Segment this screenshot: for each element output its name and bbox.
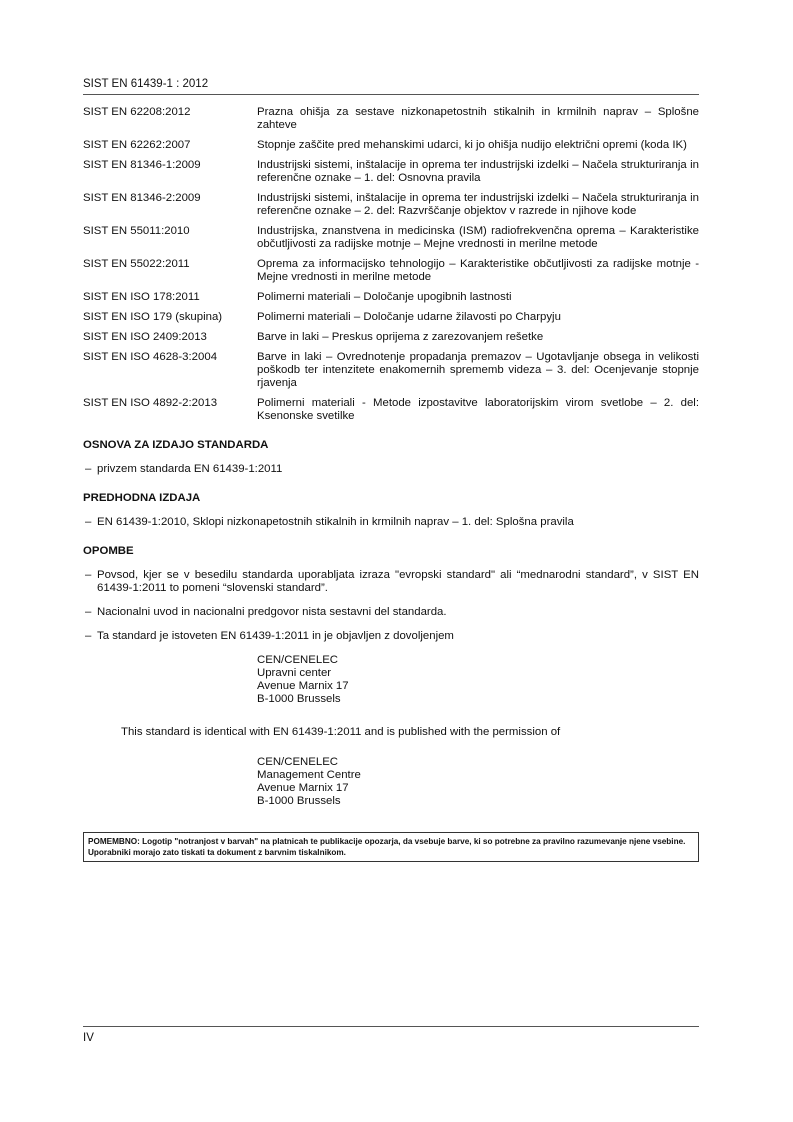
- address-line: B-1000 Brussels: [257, 693, 341, 705]
- reference-title: Prazna ohišja za sestave nizkonapetostnih stikalnih in krmilnih naprav – Splošne zahteve: [257, 106, 699, 131]
- reference-row: [83, 311, 699, 324]
- reference-code: SIST EN ISO 2409:2013: [83, 331, 207, 343]
- note-item: [83, 630, 699, 643]
- reference-title: Barve in laki – Preskus oprijema z zarezovanjem rešetke: [257, 331, 544, 343]
- reference-title: Industrijski sistemi, inštalacije in oprema ter industrijski izdelki – Načela strukturiranja in referenčne oznake – 2. del: Razvrščanje objektov v razrede in njihove kode: [257, 192, 699, 217]
- reference-code: SIST EN 62208:2012: [83, 106, 191, 118]
- reference-row: [83, 258, 699, 284]
- address-line: Upravni center: [257, 667, 332, 679]
- reference-code: SIST EN ISO 179 (skupina): [83, 311, 223, 323]
- previous-edition-item-text: EN 61439-1:2010, Sklopi nizkonapetostnih stikalnih in krmilnih naprav – 1. del: Splošna pravila: [97, 516, 574, 528]
- reference-title: Polimerni materiali – Določanje upogibnih lastnosti: [257, 291, 512, 303]
- reference-code: SIST EN 81346-1:2009: [83, 159, 201, 171]
- previous-edition-heading: PREDHODNA IZDAJA: [83, 492, 201, 504]
- address-block-sl: [257, 654, 699, 706]
- basis-item: [83, 463, 699, 476]
- note-item-text: Povsod, kjer se v besedilu standarda uporabljata izraza "evropski standard" ali “mednarodni standard”, v SIST EN 61439-1:2011 to pomeni “slovenski standard”.: [97, 569, 699, 594]
- reference-title: Industrijski sistemi, inštalacije in oprema ter industrijski izdelki – Načela strukturiranja in referenčne oznake – 1. del: Osnovna pravila: [257, 159, 699, 184]
- basis-heading: OSNOVA ZA IZDAJO STANDARDA: [83, 439, 269, 451]
- address-line: Avenue Marnix 17: [257, 680, 349, 692]
- document-page: [83, 78, 699, 862]
- note-item-text: Ta standard je istoveten EN 61439-1:2011 in je objavljen z dovoljenjem: [97, 630, 454, 642]
- dash-bullet-icon: –: [85, 606, 92, 618]
- reference-title: Stopnje zaščite pred mehanskimi udarci, ki jo ohišja nudijo električni opremi (koda IK): [257, 139, 687, 151]
- previous-edition-item: [83, 516, 699, 529]
- reference-title: Polimerni materiali – Določanje udarne žilavosti po Charpyju: [257, 311, 561, 323]
- dash-bullet-icon: –: [85, 569, 92, 581]
- page-footer: IV: [83, 1026, 699, 1044]
- reference-row: [83, 351, 699, 390]
- note-item: [83, 569, 699, 595]
- address-line: Avenue Marnix 17: [257, 782, 349, 794]
- dash-bullet-icon: –: [85, 516, 92, 528]
- reference-title: Industrijska, znanstvena in medicinska (ISM) radiofrekvenčna oprema – Karakteristike občutljivosti za radijske motnje – Mejne vrednosti in merilne metode: [257, 225, 699, 250]
- reference-code: SIST EN ISO 4628-3:2004: [83, 351, 218, 363]
- reference-code: SIST EN 55022:2011: [83, 258, 190, 270]
- basis-item-text: privzem standarda EN 61439-1:2011: [97, 463, 283, 475]
- reference-title: Polimerni materiali - Metode izpostavitve laboratorijskim virom svetlobe – 2. del: Ksenonske svetilke: [257, 397, 699, 422]
- reference-code: SIST EN 55011:2010: [83, 225, 190, 237]
- address-line: Management Centre: [257, 769, 361, 781]
- reference-row: [83, 225, 699, 251]
- reference-row: [83, 192, 699, 218]
- reference-row: [83, 106, 699, 132]
- reference-row: [83, 139, 699, 152]
- reference-row: [83, 159, 699, 185]
- reference-row: [83, 291, 699, 304]
- reference-code: SIST EN ISO 4892-2:2013: [83, 397, 218, 409]
- address-line: CEN/CENELEC: [257, 756, 339, 768]
- reference-code: SIST EN 62262:2007: [83, 139, 191, 151]
- reference-row: [83, 397, 699, 423]
- english-statement: This standard is identical with EN 61439-1:2011 and is published with the permission of: [121, 726, 561, 738]
- address-line: CEN/CENELEC: [257, 654, 339, 666]
- reference-code: SIST EN 81346-2:2009: [83, 192, 201, 204]
- color-print-notice: POMEMBNO: Logotip "notranjost v barvah" na platnicah te publikacije opozarja, da vsebuje barve, ki so potrebne za pravilno razumevanje njene vsebine. Uporabniki morajo zato tiskati ta dokument z barvnim tiskalnikom.: [83, 832, 699, 862]
- note-item-text: Nacionalni uvod in nacionalni predgovor nista sestavni del standarda.: [97, 606, 447, 618]
- page-header: SIST EN 61439-1 : 2012: [83, 78, 699, 95]
- address-line: B-1000 Brussels: [257, 795, 341, 807]
- reference-code: SIST EN ISO 178:2011: [83, 291, 200, 303]
- address-block-en: [257, 756, 699, 808]
- reference-list: [83, 106, 699, 423]
- reference-title: Barve in laki – Ovrednotenje propadanja premazov – Ugotavljanje obsega in velikosti poškodb ter intenzitete enakomernih sprememb videza – 3. del: Ocenjevanje stopnje rjavenja: [257, 351, 699, 389]
- note-item: [83, 606, 699, 619]
- dash-bullet-icon: –: [85, 630, 92, 642]
- reference-title: Oprema za informacijsko tehnologijo – Karakteristike občutljivosti za radijske motnje - Mejne vrednosti in merilne metode: [257, 258, 699, 283]
- notes-heading: OPOMBE: [83, 545, 134, 557]
- reference-row: [83, 331, 699, 344]
- dash-bullet-icon: –: [85, 463, 92, 475]
